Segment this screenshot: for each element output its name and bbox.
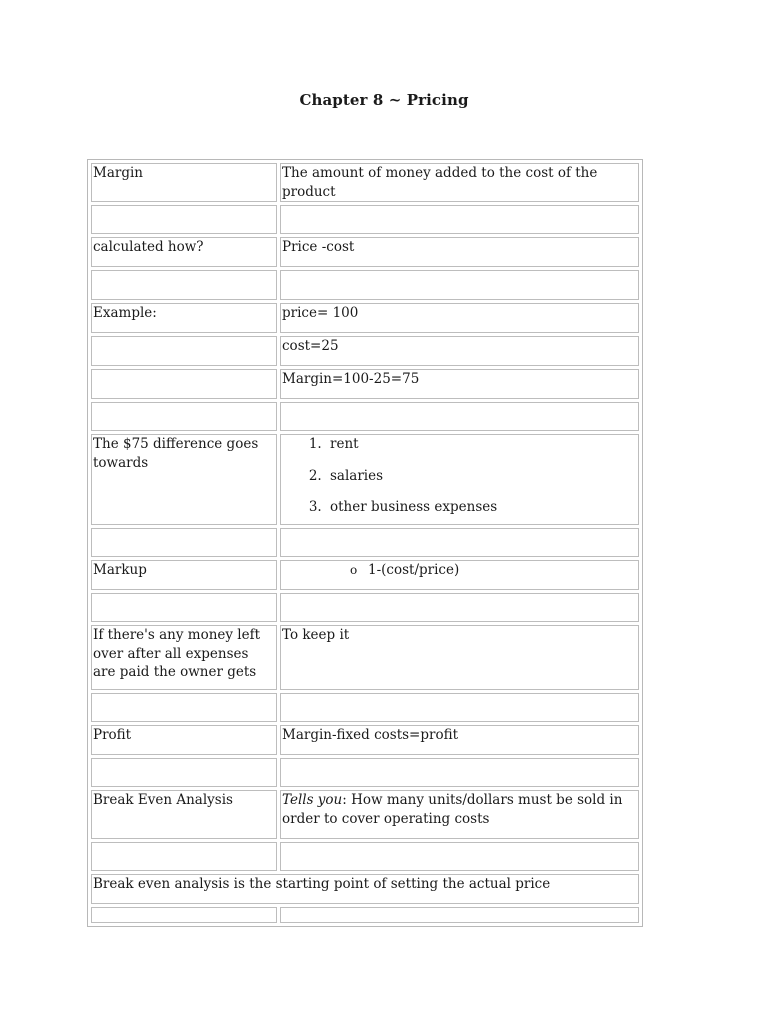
definition-rest: : How many units/dollars must be sold in order to cover operating costs — [282, 792, 623, 827]
list-item: 3. other business expenses — [326, 498, 637, 517]
table-row-empty — [91, 402, 639, 431]
notes-table — [87, 159, 643, 927]
definition-cell: To keep it — [280, 625, 639, 690]
table-row — [91, 163, 639, 202]
table-row — [91, 625, 639, 690]
table-row-empty — [91, 758, 639, 787]
table-row-empty — [91, 593, 639, 622]
term-cell: Profit — [91, 725, 277, 755]
table-row — [91, 369, 639, 399]
term-cell: Break Even Analysis — [91, 790, 277, 839]
circle-bullet-icon: o — [350, 563, 358, 577]
definition-cell: The amount of money added to the cost of the product — [280, 163, 639, 202]
table-row-empty — [91, 205, 639, 234]
term-cell: The $75 difference goes towards — [91, 434, 277, 525]
term-cell: Margin — [91, 163, 277, 202]
table-row — [91, 303, 639, 333]
table-row-empty — [91, 528, 639, 557]
term-cell: Example: — [91, 303, 277, 333]
definition-cell — [280, 434, 639, 525]
table-row-empty — [91, 842, 639, 871]
table-row — [91, 237, 639, 267]
term-cell: Markup — [91, 560, 277, 590]
definition-cell: price= 100 — [280, 303, 639, 333]
definition-cell: Margin=100-25=75 — [280, 369, 639, 399]
term-cell: calculated how? — [91, 237, 277, 267]
definition-cell: Margin-fixed costs=profit — [280, 725, 639, 755]
table-row-empty — [91, 693, 639, 722]
table-row-empty — [91, 270, 639, 300]
definition-italic-lead: Tells you — [282, 792, 343, 808]
table-row-empty — [91, 907, 639, 923]
definition-cell — [280, 790, 639, 839]
table-row — [91, 336, 639, 366]
definition-cell: cost=25 — [280, 336, 639, 366]
table-row — [91, 434, 639, 525]
table-row — [91, 725, 639, 755]
table-row — [91, 874, 639, 904]
table-row — [91, 560, 639, 590]
list-item: 1. rent — [326, 435, 637, 454]
markup-formula: 1-(cost/price) — [368, 562, 460, 578]
definition-cell — [280, 560, 639, 590]
definition-cell: Price -cost — [280, 237, 639, 267]
page-title: Chapter 8 ~ Pricing — [299, 91, 469, 109]
expense-list — [282, 435, 637, 517]
table-row — [91, 790, 639, 839]
term-cell: If there's any money left over after all expenses are paid the owner gets — [91, 625, 277, 690]
list-item: 2. salaries — [326, 467, 637, 486]
note-cell: Break even analysis is the starting point of setting the actual price — [91, 874, 639, 904]
